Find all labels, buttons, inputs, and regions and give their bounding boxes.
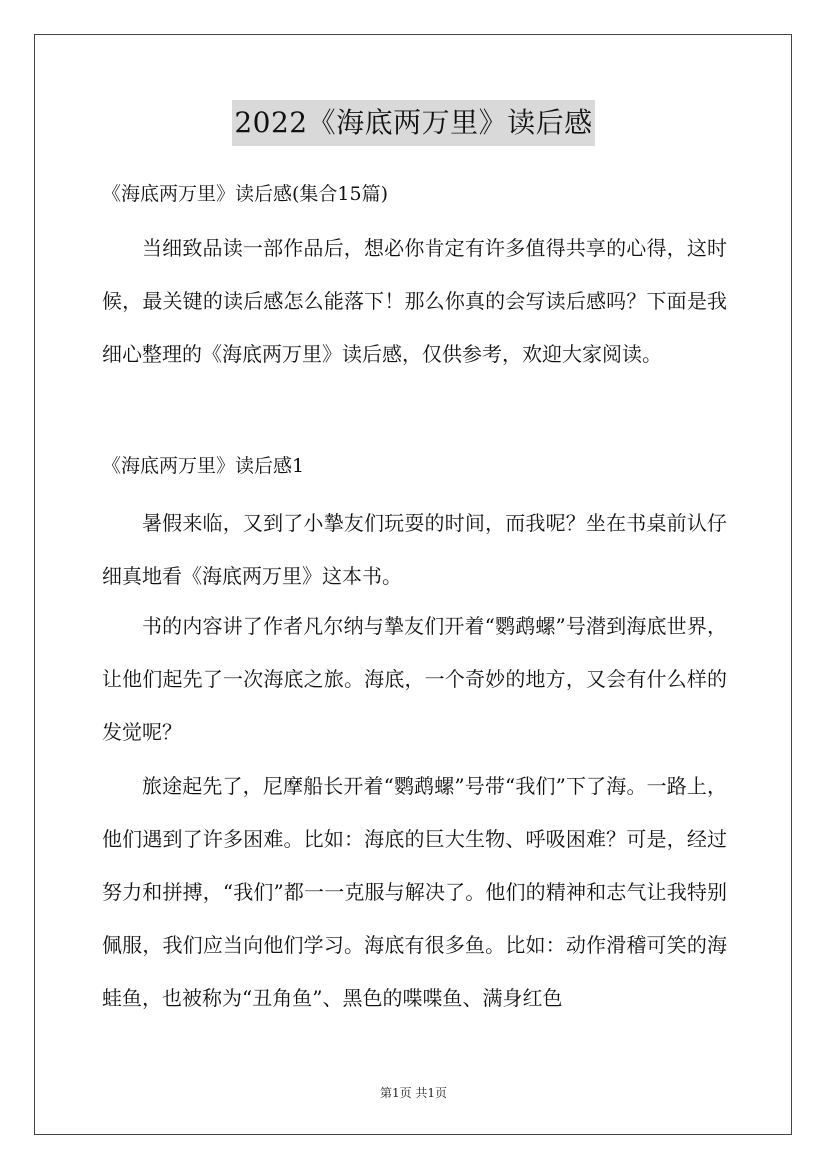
body-paragraph-2: 书的内容讲了作者凡尔纳与摯友们开着“鹦鹉螺”号潜到海底世界，让他们起先了一次海底之旅。海底，一个奇妙的地方，又会有什么样的发觉呢？: [102, 614, 727, 744]
body-paragraph-1: 暑假来临，又到了小摯友们玩耍的时间，而我呢？坐在书桌前认仔细真地看《海底两万里》这本书。: [102, 511, 727, 588]
document-subtitle: 《海底两万里》读后感(集合15篇): [102, 183, 389, 205]
section-heading: 《海底两万里》读后感1: [102, 455, 305, 477]
intro-paragraph: 当细致品读一部作品后，想必你肯定有许多值得共享的心得，这时候，最关键的读后感怎么能落下！那么你真的会写读后感吗？下面是我细心整理的《海底两万里》读后感，仅供参考，欢迎大家阅读。: [102, 236, 727, 366]
document-title: 2022《海底两万里》读后感: [232, 100, 594, 146]
title-container: [0, 100, 827, 146]
page-footer: 第1页 共1页: [379, 1086, 448, 1100]
body-paragraph-3: 旅途起先了，尼摩船长开着“鹦鹉螺”号带“我们”下了海。一路上，他们遇到了许多困难。比如：海底的巨大生物、呼吸困难？可是，经过努力和拼搏，“我们”都一一克服与解决了。他们的精神和志气让我特别佩服，我们应当向他们学习。海底有很多鱼。比如：动作滑稽可笑的海蛙鱼，也被称为“丑角鱼”、黑色的喋喋鱼、满身红色: [102, 774, 727, 1010]
